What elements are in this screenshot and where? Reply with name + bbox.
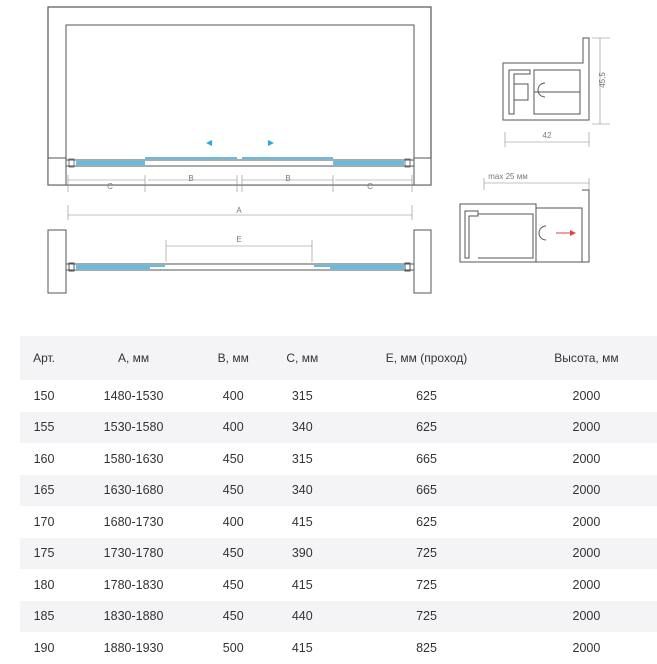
cell-art: 185 bbox=[20, 601, 68, 633]
cell-art: 155 bbox=[20, 412, 68, 444]
cell-c: 440 bbox=[267, 601, 337, 633]
cell-a: 1580-1630 bbox=[103, 451, 164, 466]
cell-height: 2000 bbox=[572, 514, 601, 529]
profile-height-label: 45,5 bbox=[598, 72, 607, 88]
cell-b: 450 bbox=[222, 451, 244, 466]
table-row bbox=[20, 412, 657, 444]
cell-b: 450 bbox=[199, 601, 267, 633]
label-b-left: B bbox=[188, 174, 194, 183]
label-a: A bbox=[236, 206, 242, 215]
cell-b: 450 bbox=[222, 577, 244, 592]
cell-e: 825 bbox=[416, 640, 437, 655]
table-row bbox=[20, 475, 657, 507]
cell-c: 415 bbox=[291, 640, 313, 655]
cell-height: 2000 bbox=[516, 412, 657, 444]
cell-art: 165 bbox=[20, 475, 68, 507]
cell-a: 1630-1680 bbox=[68, 475, 199, 507]
table-row bbox=[20, 443, 657, 475]
plan-view-closed bbox=[48, 7, 431, 185]
cell-e: 725 bbox=[416, 577, 437, 592]
header-e: Е, мм (проход) bbox=[337, 336, 516, 380]
cell-height: 2000 bbox=[572, 451, 601, 466]
cell-e: 625 bbox=[416, 514, 437, 529]
label-b-right: B bbox=[285, 174, 291, 183]
cell-e: 625 bbox=[337, 412, 516, 444]
cell-c: 315 bbox=[291, 451, 313, 466]
cell-art: 160 bbox=[33, 451, 55, 466]
cell-a: 1730-1780 bbox=[68, 538, 199, 570]
cell-height: 2000 bbox=[516, 475, 657, 507]
cell-a: 1680-1730 bbox=[103, 514, 164, 529]
table-row bbox=[20, 569, 657, 601]
cell-b: 450 bbox=[199, 475, 267, 507]
header-c: С, мм bbox=[267, 336, 337, 380]
label-c-right: C bbox=[367, 182, 373, 191]
table-row bbox=[20, 506, 657, 538]
profile-max-label: max 25 мм bbox=[488, 172, 528, 181]
table-row bbox=[20, 632, 657, 664]
cell-c: 315 bbox=[291, 388, 313, 403]
technical-drawing bbox=[0, 0, 657, 320]
cell-art: 170 bbox=[33, 514, 55, 529]
cell-b: 400 bbox=[199, 412, 267, 444]
cell-e: 725 bbox=[337, 538, 516, 570]
dimensions-table bbox=[20, 336, 657, 664]
cell-b: 500 bbox=[222, 640, 244, 655]
cell-b: 400 bbox=[222, 514, 244, 529]
profile-section-top bbox=[503, 38, 589, 120]
header-art: Арт. bbox=[20, 336, 68, 380]
cell-e: 665 bbox=[337, 475, 516, 507]
cell-c: 340 bbox=[267, 412, 337, 444]
cell-e: 625 bbox=[416, 388, 437, 403]
cell-height: 2000 bbox=[516, 601, 657, 633]
label-e: E bbox=[236, 235, 242, 244]
cell-height: 2000 bbox=[572, 640, 601, 655]
cell-height: 2000 bbox=[572, 577, 601, 592]
cell-e: 665 bbox=[416, 451, 437, 466]
header-height: Высота, мм bbox=[516, 336, 657, 380]
cell-height: 2000 bbox=[516, 538, 657, 570]
cell-c: 340 bbox=[267, 475, 337, 507]
cell-a: 1880-1930 bbox=[103, 640, 164, 655]
cell-c: 415 bbox=[291, 577, 313, 592]
table-row bbox=[20, 538, 657, 570]
cell-a: 1480-1530 bbox=[103, 388, 164, 403]
table-row bbox=[20, 380, 657, 412]
cell-height: 2000 bbox=[572, 388, 601, 403]
cell-a: 1530-1580 bbox=[68, 412, 199, 444]
cell-a: 1780-1830 bbox=[103, 577, 164, 592]
profile-width-label: 42 bbox=[542, 131, 552, 140]
cell-e: 725 bbox=[337, 601, 516, 633]
profile-section-bottom bbox=[460, 190, 589, 262]
cell-a: 1830-1880 bbox=[68, 601, 199, 633]
cell-art: 180 bbox=[33, 577, 55, 592]
glass-panels-open bbox=[76, 266, 404, 268]
cell-b: 450 bbox=[199, 538, 267, 570]
header-b: B, мм bbox=[199, 336, 267, 380]
cell-art: 175 bbox=[20, 538, 68, 570]
table-row bbox=[20, 601, 657, 633]
header-a: А, мм bbox=[68, 336, 199, 380]
cell-c: 390 bbox=[267, 538, 337, 570]
cell-c: 415 bbox=[291, 514, 313, 529]
cell-b: 400 bbox=[222, 388, 244, 403]
label-c-left: C bbox=[107, 182, 113, 191]
cell-art: 190 bbox=[33, 640, 55, 655]
table-header-row bbox=[20, 336, 657, 380]
cell-art: 150 bbox=[33, 388, 55, 403]
